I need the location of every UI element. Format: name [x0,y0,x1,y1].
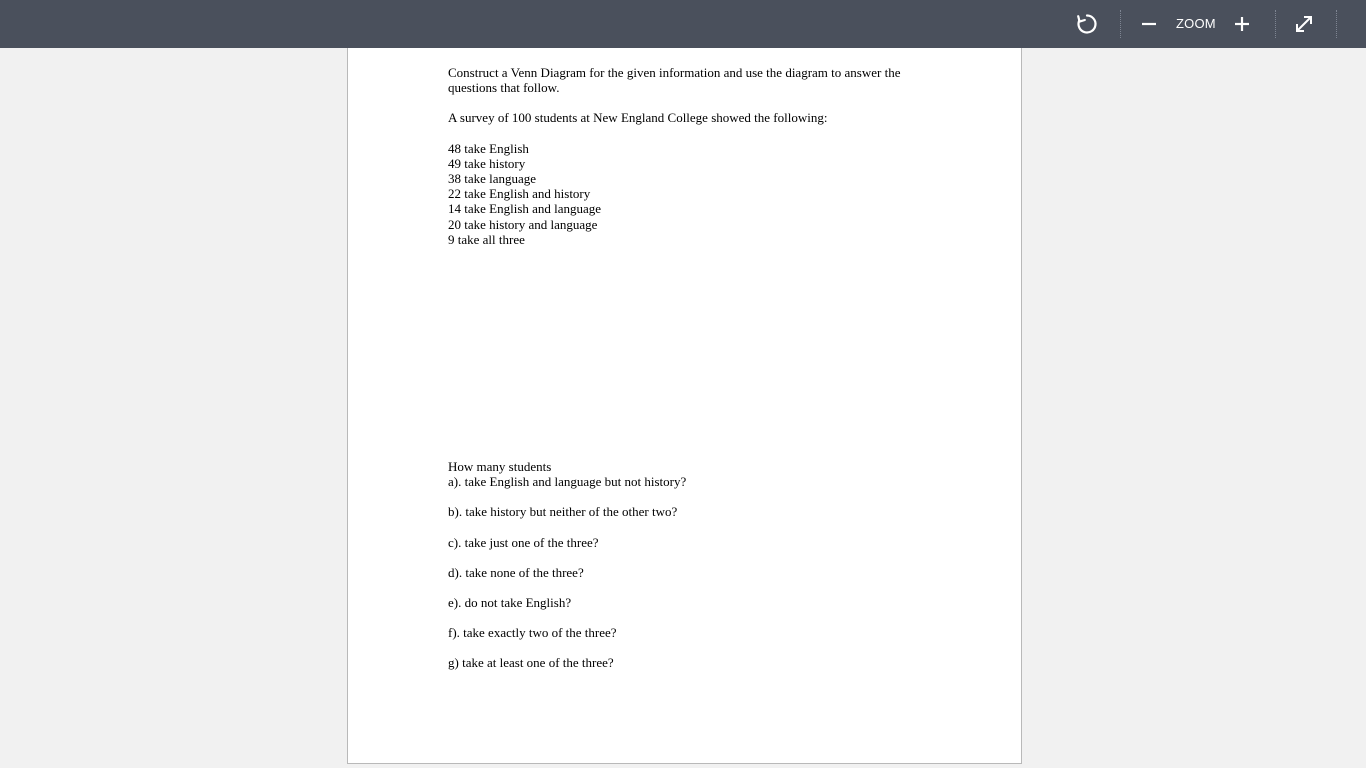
expand-icon [1294,14,1314,34]
toolbar-separator [1275,10,1276,38]
fact-item: 49 take history [448,155,526,171]
fact-item: 9 take all three [448,231,525,247]
document-content [448,65,928,671]
survey-text: A survey of 100 students at New England College showed the following: [448,110,828,126]
zoom-label: ZOOM [1176,16,1216,31]
question-item: d). take none of the three? [448,564,584,580]
rotate-button[interactable] [1071,8,1103,40]
instructions-text: Construct a Venn Diagram for the given information and use the diagram to answer the questions that follow. [448,65,901,96]
fullscreen-button[interactable] [1288,8,1320,40]
zoom-in-button[interactable] [1226,8,1258,40]
question-item: c). take just one of the three? [448,534,599,550]
question-item: b). take history but neither of the other two? [448,504,678,520]
plus-icon [1234,16,1250,32]
question-item: e). do not take English? [448,595,572,611]
document-viewer[interactable] [0,48,1366,768]
questions-heading: How many students [448,459,552,475]
fact-item: 48 take English [448,140,529,156]
minus-icon [1141,16,1157,32]
rotate-icon [1076,13,1098,35]
toolbar-separator [1120,10,1121,38]
fact-item: 38 take language [448,171,537,187]
fact-item: 22 take English and history [448,186,591,202]
toolbar-separator [1336,10,1337,38]
diagram-space [448,247,928,459]
document-page [347,48,1022,764]
question-item: g) take at least one of the three? [448,655,614,671]
fact-item: 20 take history and language [448,216,598,232]
zoom-out-button[interactable] [1133,8,1165,40]
question-item: f). take exactly two of the three? [448,625,617,641]
viewer-toolbar [0,0,1366,48]
question-item: a). take English and language but not history? [448,474,687,490]
fact-item: 14 take English and language [448,201,602,217]
